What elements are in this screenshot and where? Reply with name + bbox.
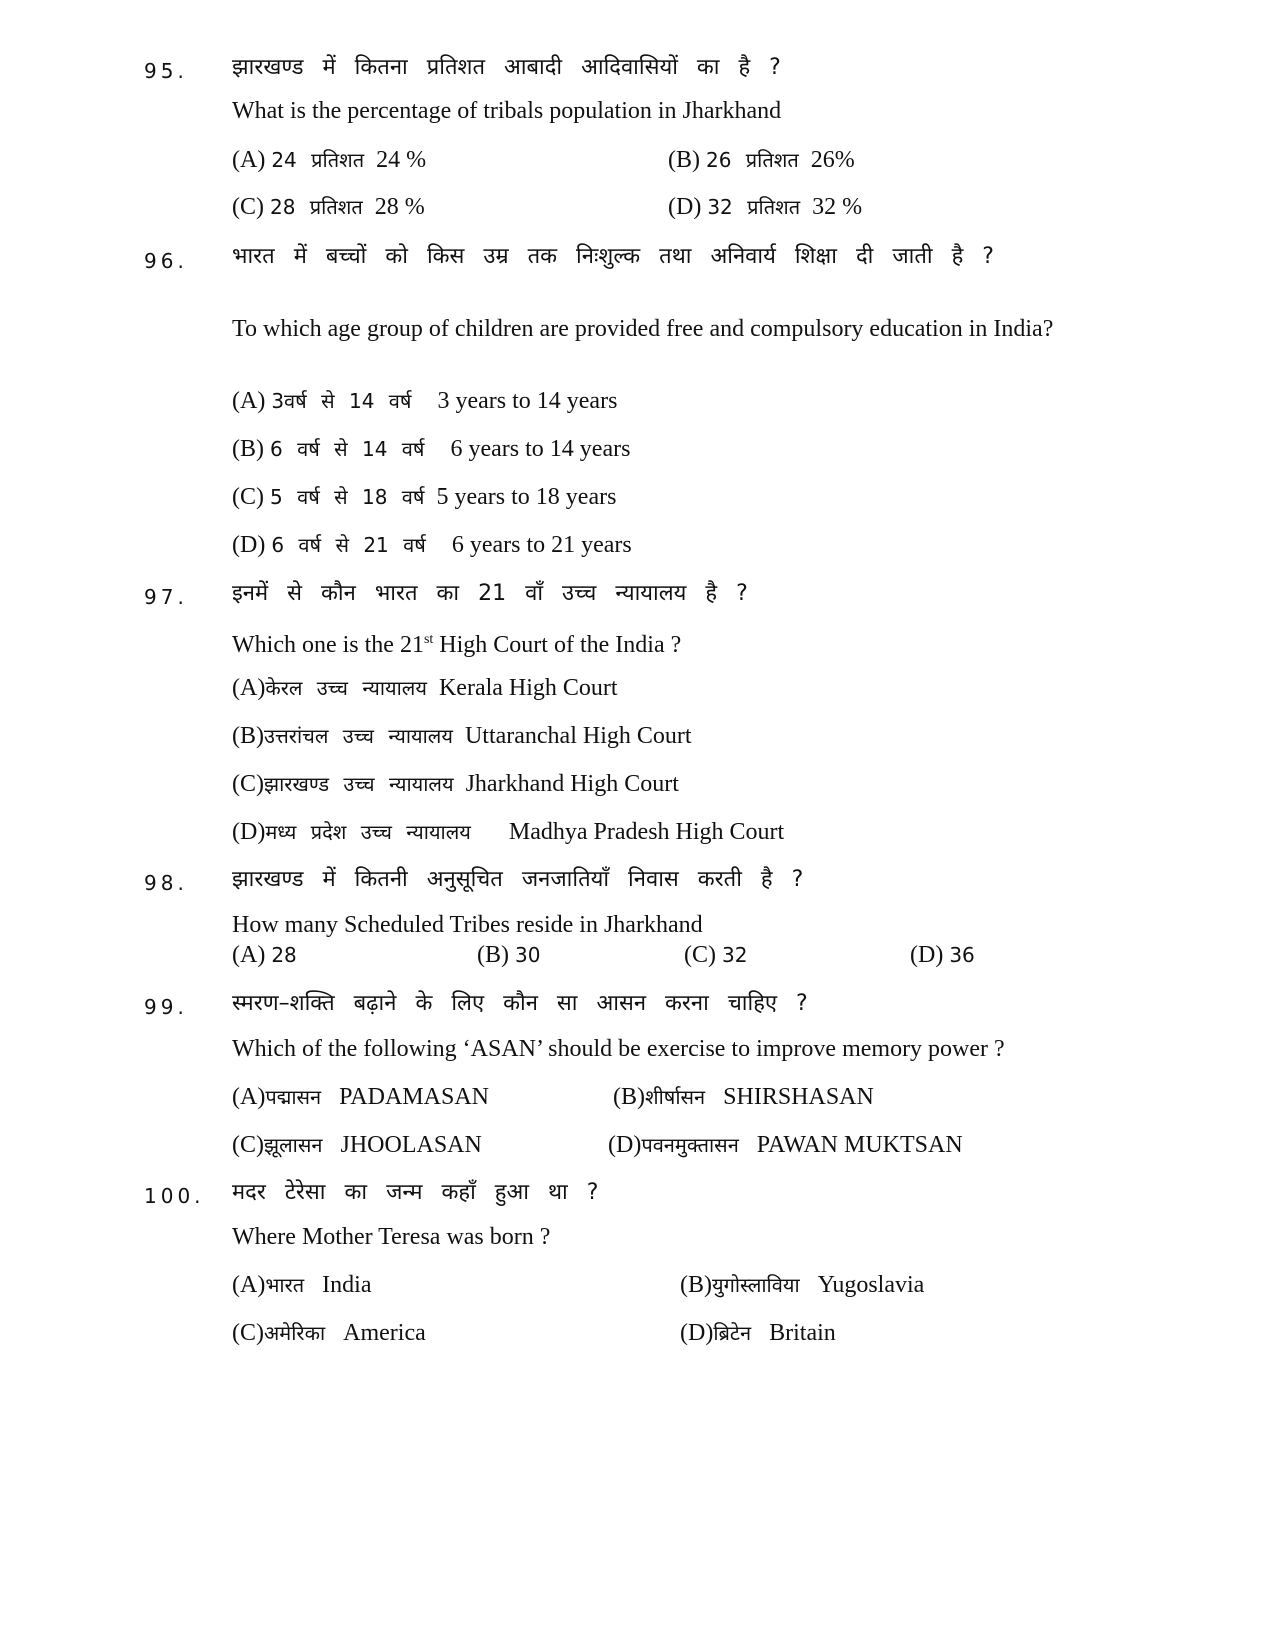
option-b (680, 1270, 924, 1300)
option-letter: (B) (668, 147, 700, 173)
option-text-english: 6 years to 14 years (450, 436, 631, 462)
option-a (232, 673, 618, 703)
question-text-english (232, 622, 681, 663)
option-text-hindi: केरल उच्च न्यायालय (265, 676, 427, 700)
option-text-hindi: युगोस्लाविया (712, 1273, 800, 1297)
option-letter: (A) (232, 388, 266, 414)
question-text-hindi: मदर टेरेसा का जन्म कहाँ हुआ था ? (232, 1180, 599, 1205)
option-letter: (B) (477, 942, 509, 968)
option-a (232, 1082, 489, 1112)
question-text-hindi: इनमें से कौन भारत का 21 वाँ उच्च न्यायालय है ? (232, 581, 748, 606)
option-letter: (B) (232, 436, 264, 462)
option-text-english: America (343, 1320, 426, 1346)
option-text-hindi: भारत (265, 1273, 305, 1297)
question-text-english-post: High Court of the India ? (433, 632, 682, 658)
question-text-english: Where Mother Teresa was born ? (232, 1224, 551, 1250)
option-letter: (C) (232, 194, 264, 220)
question-text-english: Which of the following ‘ASAN’ should be exercise to improve memory power ? (232, 1036, 1005, 1062)
option-letter: (A) (232, 942, 266, 968)
option-d (232, 530, 632, 560)
option-text-hindi: शीर्षासन (645, 1085, 706, 1109)
option-b (232, 721, 692, 751)
option-text-english: 6 years to 21 years (451, 532, 632, 558)
option-text-english: 24 % (376, 147, 427, 173)
option-letter: (A) (232, 147, 266, 173)
option-text-english: Britain (769, 1320, 836, 1346)
option-text-hindi: पद्मासन (265, 1085, 322, 1109)
option-text-hindi: झूलासन (264, 1133, 323, 1157)
question-text-english: What is the percentage of tribals population in Jharkhand (232, 98, 782, 124)
question-text-english: How many Scheduled Tribes reside in Jharkhand (232, 912, 703, 938)
ordinal-suffix: st (423, 632, 434, 647)
question-text-hindi: झारखण्ड में कितना प्रतिशत आबादी आदिवासियों का है ? (232, 55, 781, 80)
option-text-english: India (322, 1272, 372, 1298)
option-a (232, 1270, 371, 1300)
question-number: 96. (144, 249, 188, 273)
option-letter: (B) (613, 1084, 645, 1110)
question-text-hindi: स्मरण–शक्ति बढ़ाने के लिए कौन सा आसन करना चाहिए ? (232, 991, 808, 1016)
option-letter: (C) (232, 771, 264, 797)
option-text-hindi: 28 (271, 943, 297, 967)
option-text-english: Uttaranchal High Court (464, 723, 692, 749)
option-letter: (D) (910, 942, 944, 968)
option-letter: (A) (232, 1084, 266, 1110)
option-d (910, 940, 975, 970)
option-letter: (C) (684, 942, 716, 968)
option-letter: (D) (668, 194, 702, 220)
option-b (232, 434, 630, 464)
option-text-english: 26% (810, 147, 855, 173)
option-letter: (C) (232, 1320, 264, 1346)
option-letter: (D) (680, 1320, 714, 1346)
option-text-hindi: 26 प्रतिशत (706, 148, 799, 172)
option-text-hindi: ब्रिटेन (713, 1321, 752, 1345)
question-text-hindi: झारखण्ड में कितनी अनुसूचित जनजातियाँ निवास करती है ? (232, 867, 804, 892)
option-b (613, 1082, 874, 1112)
option-text-english: 32 % (812, 194, 863, 220)
option-text-english: Madhya Pradesh High Court (508, 819, 785, 845)
option-c (684, 940, 747, 970)
question-number: 97. (144, 585, 188, 609)
option-text-english: SHIRSHASAN (723, 1084, 874, 1110)
question-text-english-pre: Which one is the 21 (232, 632, 424, 658)
option-d (680, 1318, 836, 1348)
option-d (232, 817, 784, 847)
option-text-english: JHOOLASAN (340, 1132, 482, 1158)
option-text-hindi: उत्तरांचल उच्च न्यायालय (264, 724, 453, 748)
option-text-english: Jharkhand High Court (465, 771, 679, 797)
option-text-hindi: मध्य प्रदेश उच्च न्यायालय (265, 820, 471, 844)
question-number: 98. (144, 871, 188, 895)
question-number: 100. (144, 1184, 205, 1208)
option-c (232, 482, 616, 512)
option-letter: (C) (232, 484, 264, 510)
option-text-hindi: 3वर्ष से 14 वर्ष (271, 389, 412, 413)
option-text-hindi: 32 प्रतिशत (707, 195, 801, 219)
option-text-hindi: 6 वर्ष से 21 वर्ष (271, 533, 426, 557)
option-a (232, 386, 617, 416)
question-text-english: To which age group of children are provided free and compulsory education in India? (232, 316, 1054, 342)
option-text-english: PAWAN MUKTSAN (756, 1132, 963, 1158)
option-a (232, 145, 426, 175)
option-letter: (D) (608, 1132, 642, 1158)
option-letter: (D) (232, 819, 266, 845)
option-letter: (C) (232, 1132, 264, 1158)
option-b (668, 145, 855, 175)
option-text-english: 28 % (374, 194, 425, 220)
option-letter: (B) (680, 1272, 712, 1298)
option-text-hindi: 5 वर्ष से 18 वर्ष (270, 485, 425, 509)
option-text-hindi: 30 (515, 943, 541, 967)
option-d (608, 1130, 963, 1160)
option-letter: (A) (232, 1272, 266, 1298)
option-text-hindi: पवनमुक्तासन (641, 1133, 739, 1157)
option-letter: (B) (232, 723, 264, 749)
option-text-hindi: झारखण्ड उच्च न्यायालय (264, 772, 454, 796)
option-letter: (D) (232, 532, 266, 558)
option-text-english: Yugoslavia (817, 1272, 925, 1298)
option-c (232, 1130, 482, 1160)
option-letter: (A) (232, 675, 266, 701)
option-text-hindi: 28 प्रतिशत (270, 195, 363, 219)
option-text-english: 5 years to 18 years (436, 484, 617, 510)
question-number: 99. (144, 995, 188, 1019)
option-c (232, 192, 425, 222)
option-text-english: PADAMASAN (339, 1084, 489, 1110)
question-number: 95. (144, 59, 188, 83)
option-text-hindi: 32 (722, 943, 748, 967)
option-text-hindi: 24 प्रतिशत (271, 148, 365, 172)
option-c (232, 1318, 426, 1348)
option-d (668, 192, 862, 222)
question-text-hindi: भारत में बच्चों को किस उम्र तक निःशुल्क तथा अनिवार्य शिक्षा दी जाती है ? (232, 244, 994, 269)
option-text-hindi: 6 वर्ष से 14 वर्ष (270, 437, 425, 461)
option-c (232, 769, 679, 799)
option-b (477, 940, 540, 970)
option-a (232, 940, 297, 970)
option-text-english: 3 years to 14 years (437, 388, 618, 414)
option-text-english: Kerala High Court (438, 675, 618, 701)
option-text-hindi: 36 (949, 943, 975, 967)
option-text-hindi: अमेरिका (264, 1321, 326, 1345)
